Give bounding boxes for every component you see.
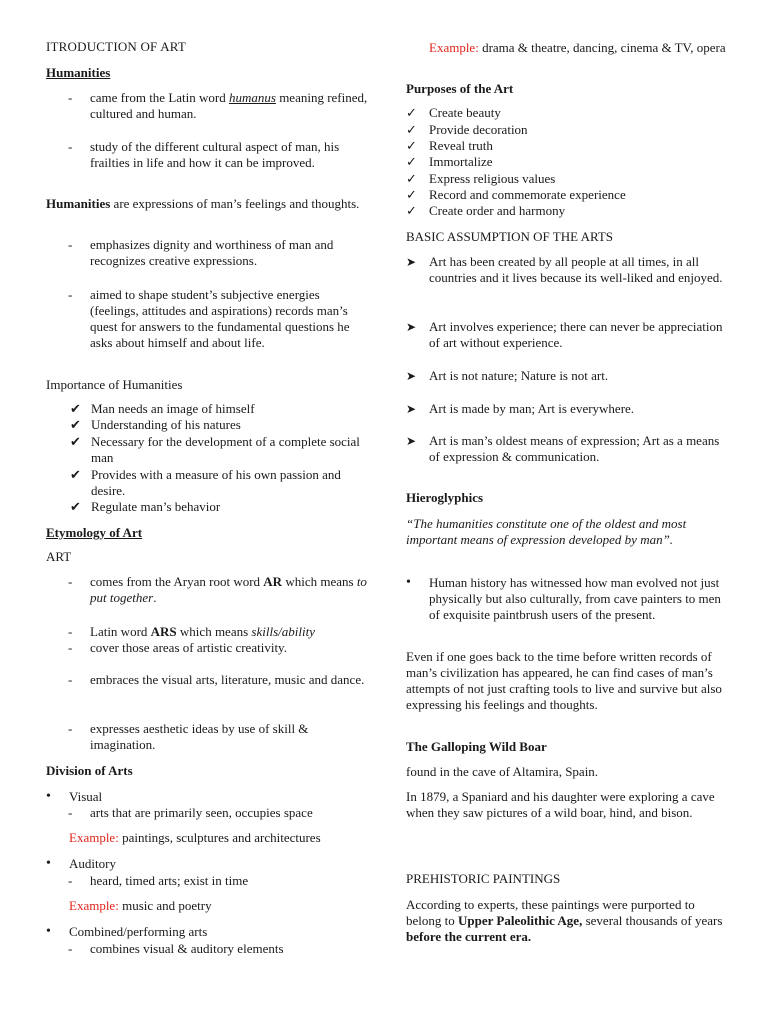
auditory-description: - heard, timed arts; exist in time (68, 873, 249, 888)
purpose-item: ✓ Create order and harmony (406, 203, 566, 218)
check-icon: ✔ (70, 434, 81, 449)
arrow-bullet-icon: ➤ (406, 402, 417, 416)
art-item-expresses: - expresses aesthetic ideas by use of skill & imagination. (68, 721, 309, 752)
importance-heading: Importance of Humanities (46, 377, 183, 392)
dash-marker: - (68, 287, 73, 302)
dash-marker: - (68, 941, 73, 956)
arrow-bullet-icon: ➤ (406, 320, 417, 334)
purpose-item: ✓ Record and commemorate experience (406, 187, 626, 202)
purpose-item: ✓ Provide decoration (406, 122, 528, 137)
boar-paragraph: In 1879, a Spaniard and his daughter were exploring a cave when they saw pictures of a wild boar, hind, and bison. (406, 789, 715, 820)
bullet-icon: • (406, 575, 411, 590)
importance-item: ✔ Provides with a measure of his own passion and desire. (70, 467, 341, 498)
auditory-example: Example: music and poetry (69, 898, 212, 913)
bullet-icon: • (46, 856, 51, 871)
combined-description: - combines visual & auditory elements (68, 941, 284, 956)
check-icon: ✓ (406, 203, 417, 218)
document-title: ITRODUCTION OF ART (46, 39, 187, 54)
humanities-heading: Humanities (46, 65, 111, 80)
arrow-bullet-icon: ➤ (406, 434, 417, 448)
check-icon: ✓ (406, 154, 417, 169)
division-heading: Division of Arts (46, 763, 133, 778)
importance-item: ✔ Man needs an image of himself (70, 401, 255, 416)
visual-example: Example: paintings, sculptures and architectures (69, 830, 321, 845)
importance-item: ✔ Regulate man’s behavior (70, 499, 221, 514)
check-icon: ✓ (406, 122, 417, 137)
art-item-embraces: - embraces the visual arts, literature, music and dance. (68, 672, 365, 687)
check-icon: ✔ (70, 401, 81, 416)
division-combined: • Combined/performing arts (46, 924, 208, 939)
assumption-item: ➤ Art involves experience; there can never be appreciation of art without experience. (406, 319, 723, 350)
etymology-heading: Etymology of Art (46, 525, 143, 540)
check-icon: ✓ (406, 105, 417, 120)
dash-marker: - (68, 672, 73, 687)
check-icon: ✔ (70, 417, 81, 432)
basic-assumption-heading: BASIC ASSUMPTION OF THE ARTS (406, 229, 614, 244)
purposes-heading: Purposes of the Art (406, 81, 514, 96)
dash-marker: - (68, 721, 73, 736)
check-icon: ✓ (406, 187, 417, 202)
definition-item-shape: - aimed to shape student’s subjective energies (feelings, attitudes and aspirations) records man’s quest for answers to the fundamental questions he asks about himself and about life. (68, 287, 350, 350)
humanities-item-study: - study of the different cultural aspect of man, his frailties in life and how it can be improved. (68, 139, 340, 170)
division-visual: • Visual (46, 789, 103, 804)
prehistoric-heading: PREHISTORIC PAINTINGS (406, 871, 561, 886)
definition-item-dignity: - emphasizes dignity and worthiness of man and recognizes creative expressions. (68, 237, 334, 268)
check-icon: ✔ (70, 499, 81, 514)
art-item-aryan: - comes from the Aryan root word AR which means to put together. (68, 574, 367, 605)
art-item-cover: - cover those areas of artistic creativity. (68, 640, 287, 655)
boar-location: found in the cave of Altamira, Spain. (406, 764, 599, 779)
dash-marker: - (68, 873, 73, 888)
dash-marker: - (68, 640, 73, 655)
bullet-icon: • (46, 924, 51, 939)
arrow-bullet-icon: ➤ (406, 369, 417, 383)
dash-marker: - (68, 237, 73, 252)
humanities-item-latin: - came from the Latin word humanus meaning refined, cultured and human. (68, 90, 368, 121)
humanities-quote: “The humanities constitute one of the oldest and most important means of expression developed by man”. (406, 516, 687, 547)
boar-heading: The Galloping Wild Boar (406, 739, 547, 754)
dash-marker: - (68, 574, 73, 589)
dash-marker: - (68, 90, 73, 105)
dash-marker: - (68, 624, 73, 639)
importance-item: ✔ Necessary for the development of a complete social man (70, 434, 360, 465)
hieroglyphics-heading: Hieroglyphics (406, 490, 484, 505)
humanities-definition: Humanities are expressions of man’s feelings and thoughts. (46, 196, 360, 211)
assumption-item: ➤ Art has been created by all people at all times, in all countries and it lives because its well-liked and enjoyed. (406, 254, 723, 285)
visual-description: - arts that are primarily seen, occupies space (68, 805, 313, 820)
importance-item: ✔ Understanding of his natures (70, 417, 241, 432)
division-auditory: • Auditory (46, 856, 116, 871)
assumption-item: ➤ Art is man’s oldest means of expression; Art as a means of expression & communication. (406, 433, 720, 464)
check-icon: ✓ (406, 171, 417, 186)
dash-marker: - (68, 139, 73, 154)
humanus-term: humanus (228, 90, 276, 105)
check-icon: ✔ (70, 467, 81, 482)
purpose-item: ✓ Create beauty (406, 105, 501, 120)
dash-marker: - (68, 805, 73, 820)
assumption-item: ➤ Art is made by man; Art is everywhere. (406, 401, 635, 416)
purpose-item: ✓ Express religious values (406, 171, 556, 186)
check-icon: ✓ (406, 138, 417, 153)
arrow-bullet-icon: ➤ (406, 255, 417, 269)
bullet-icon: • (46, 789, 51, 804)
prehistoric-paragraph: According to experts, these paintings were purported to belong to Upper Paleolithic Age, several thousands of years before the current era. (406, 897, 723, 944)
history-item: • Human history has witnessed how man evolved not just physically but also culturally, from cave painters to men of exquisite paintbrush users of the present. (406, 575, 721, 622)
combined-example: Example: drama & theatre, dancing, cinema & TV, opera (429, 40, 726, 55)
purpose-item: ✓ Immortalize (406, 154, 493, 169)
art-item-latin: - Latin word ARS which means skills/ability (68, 624, 315, 639)
art-label: ART (46, 549, 72, 564)
even-paragraph: Even if one goes back to the time before written records of man’s civilization has appeared, he can find cases of man’s attempts of not just crafting tools to live and survive but also expressing his feelings and thoughts. (406, 649, 722, 712)
assumption-item: ➤ Art is not nature; Nature is not art. (406, 368, 609, 383)
purpose-item: ✓ Reveal truth (406, 138, 493, 153)
